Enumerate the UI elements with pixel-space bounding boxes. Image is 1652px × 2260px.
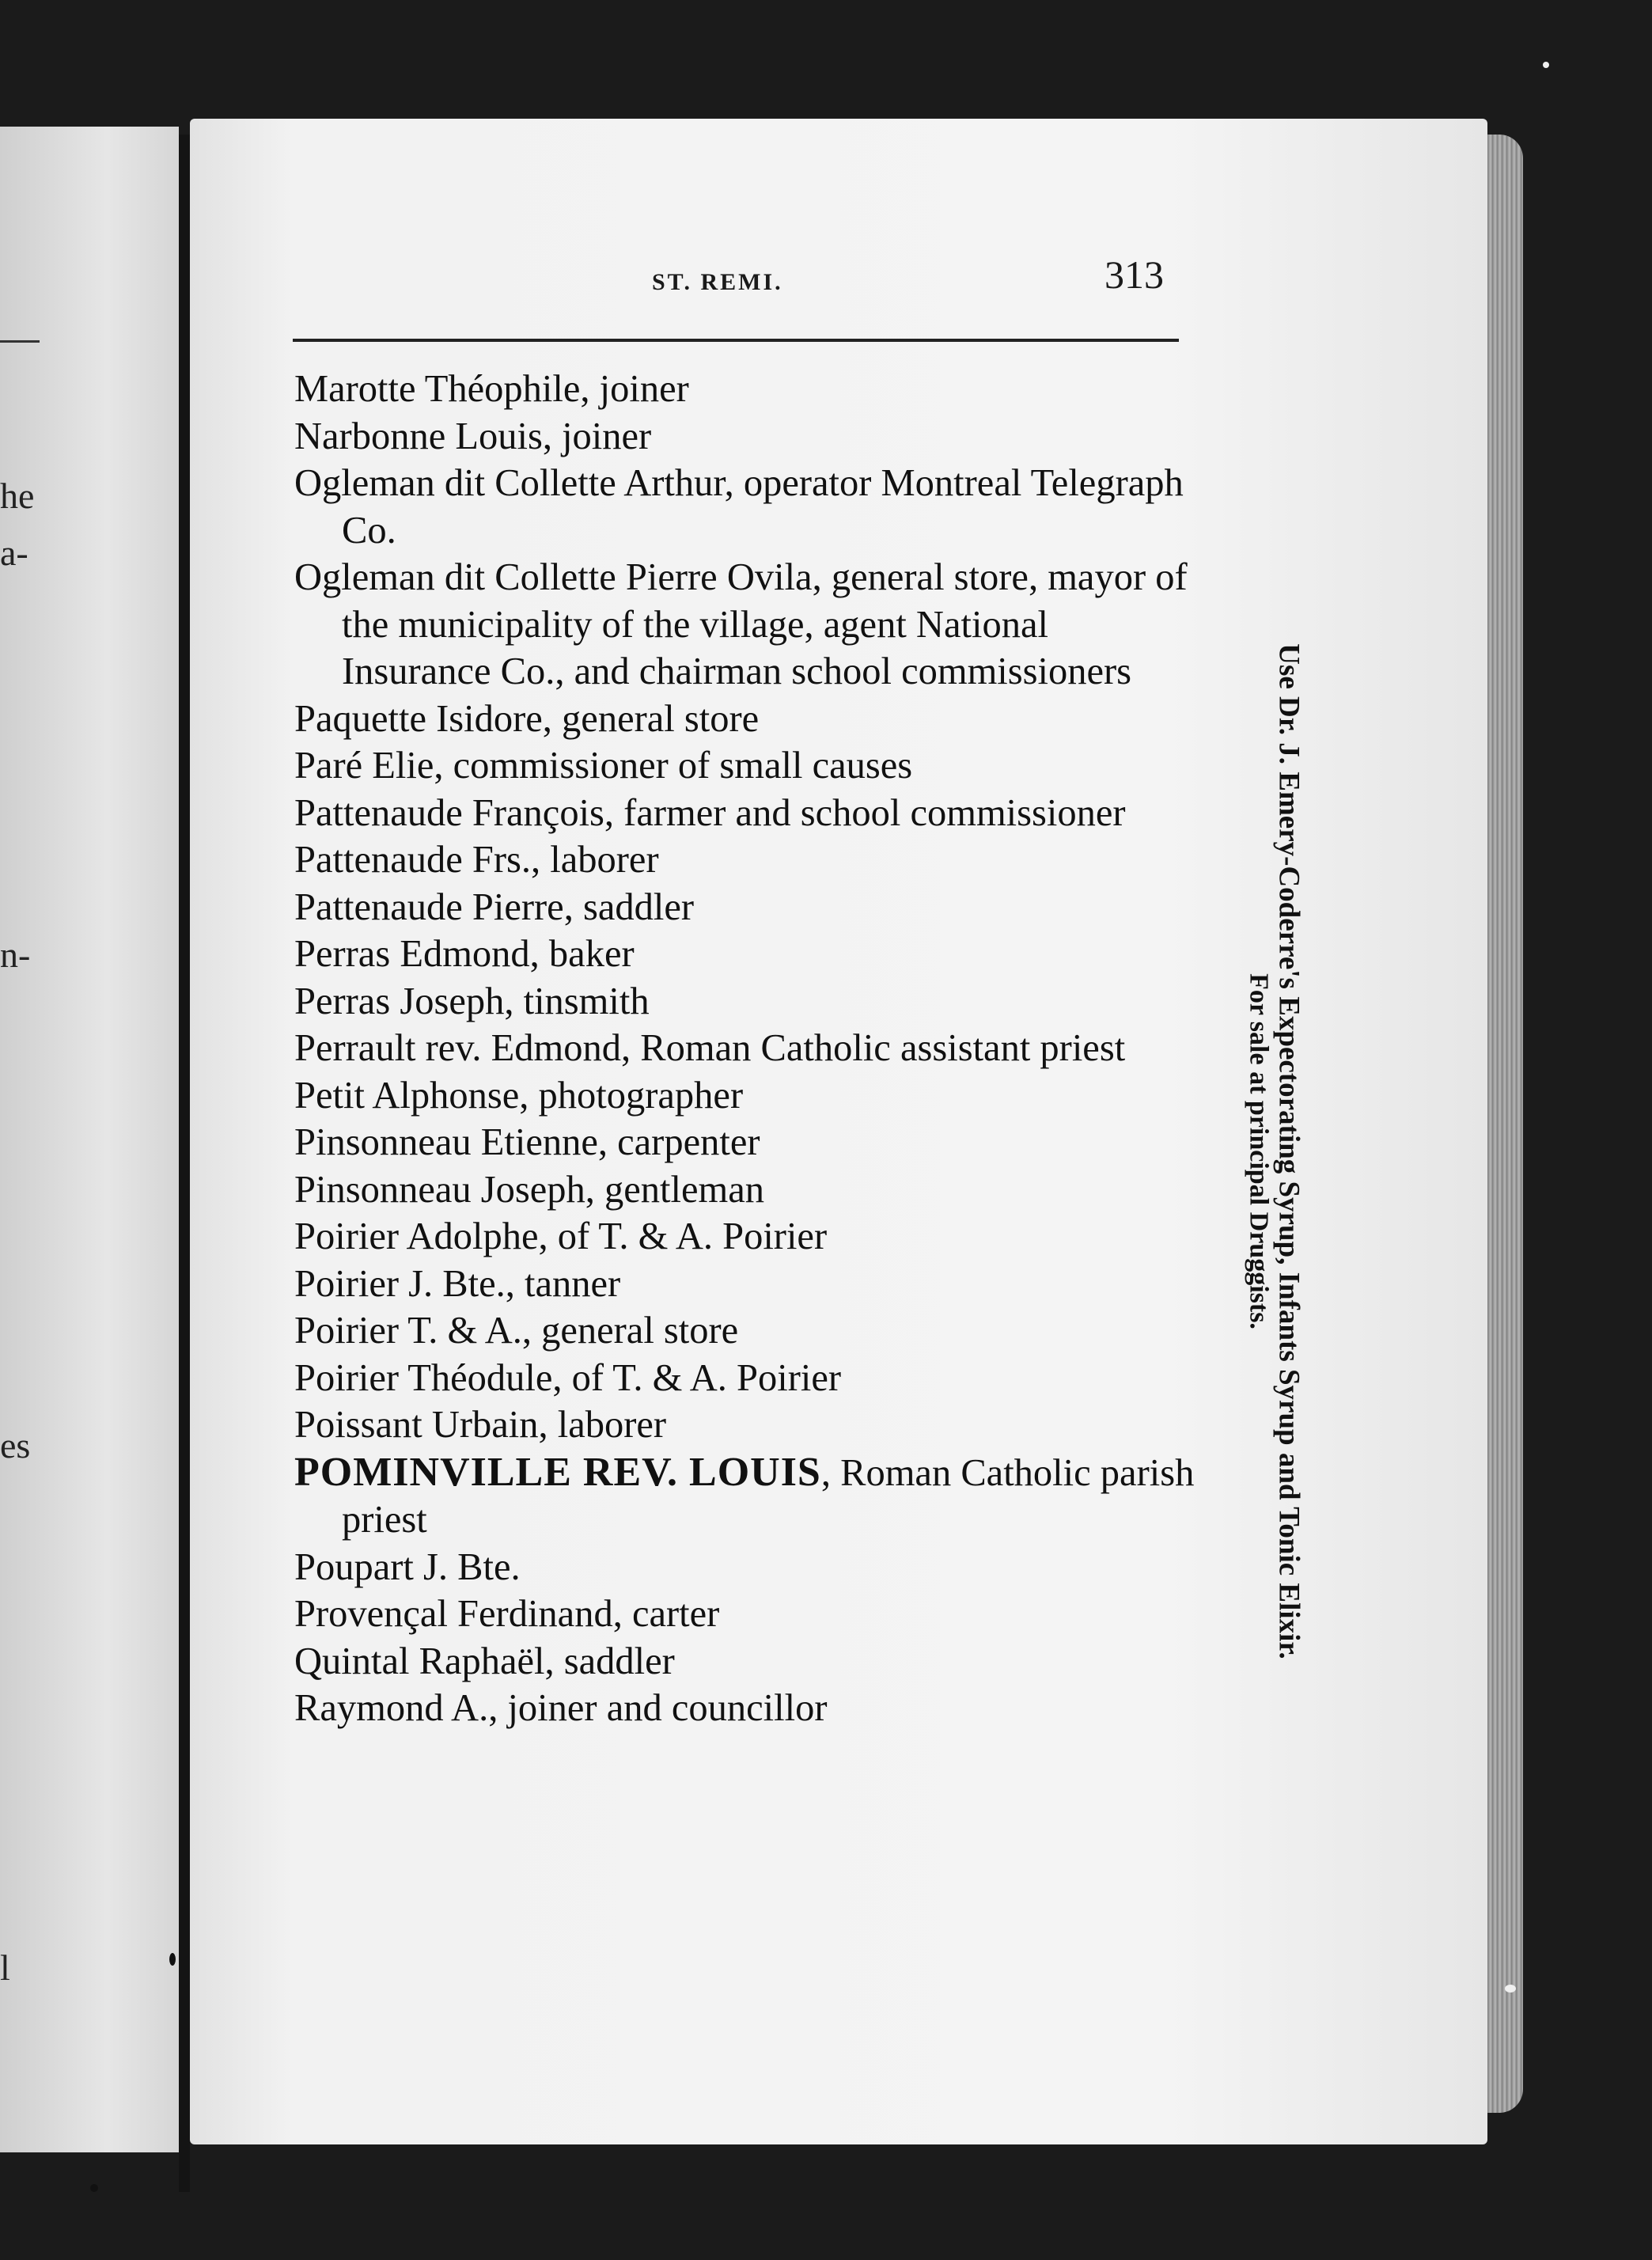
facing-page-rule: [0, 340, 40, 343]
directory-entry: Pattenaude François, farmer and school commissioner: [294, 791, 1126, 834]
facing-page-fragment: es: [0, 1425, 31, 1466]
dust-speck: [169, 1953, 176, 1966]
directory-entry: Poirier T. & A., general store: [294, 1310, 739, 1352]
dust-speck: [1505, 1985, 1516, 1993]
directory-entries: [294, 366, 1204, 1732]
directory-entry: Perras Joseph, tinsmith: [294, 980, 650, 1022]
directory-entry: Narbonne Louis, joiner: [294, 415, 652, 457]
directory-entry: Poirier Adolphe, of T. & A. Poirier: [294, 1215, 828, 1257]
book-gutter: [179, 135, 190, 2192]
dust-speck: [1543, 62, 1549, 68]
facing-page-fragment: l: [0, 1947, 10, 1988]
side-advertisement: [1245, 368, 1304, 1935]
directory-entry: Ogleman dit Collette Pierre Ovila, general store, mayor of the municipality of the village, agent National Insurance Co., and chairman school commissioners: [294, 556, 1197, 692]
directory-entry: Pinsonneau Etienne, carpenter: [294, 1121, 760, 1163]
directory-entry: Paquette Isidore, general store: [294, 697, 760, 740]
directory-entry: Pattenaude Pierre, saddler: [294, 885, 695, 928]
directory-entry: Poirier Théodule, of T. & A. Poirier: [294, 1356, 842, 1399]
directory-entry: Provençal Ferdinand, carter: [294, 1593, 720, 1635]
facing-page-fragment: a-: [0, 533, 28, 573]
page-number: 313: [1104, 252, 1164, 297]
directory-entry: Petit Alphonse, photographer: [294, 1074, 744, 1117]
header-rule: [293, 339, 1179, 342]
directory-entry-featured: POMINVILLE REV. LOUIS, Roman Catholic parish priest: [294, 1449, 1204, 1541]
featured-name: POMINVILLE REV. LOUIS: [294, 1449, 821, 1495]
directory-entry: Perras Edmond, baker: [294, 933, 635, 975]
facing-page-fragment: he: [0, 476, 35, 516]
advertisement-line: For sale at principal Druggists.: [1244, 973, 1274, 1329]
dust-speck: [90, 2184, 98, 2192]
directory-entry: Poissant Urbain, laborer: [294, 1404, 667, 1446]
directory-entry: Perrault rev. Edmond, Roman Catholic assistant priest: [294, 1027, 1126, 1069]
directory-entry: Raymond A., joiner and councillor: [294, 1687, 828, 1729]
directory-entry: Pattenaude Frs., laborer: [294, 839, 659, 881]
directory-entry: Poirier J. Bte., tanner: [294, 1262, 621, 1305]
running-title: ST. REMI.: [652, 269, 783, 295]
facing-page-fragment: n-: [0, 935, 31, 975]
directory-entry: Marotte Théophile, joiner: [294, 368, 689, 410]
facing-page-edge: [0, 127, 179, 2152]
directory-entry: Pinsonneau Joseph, gentleman: [294, 1168, 765, 1211]
advertisement-line: Use Dr. J. Emery-Coderre's Expectorating Syrup, Infants Syrup and Tonic Elixir.: [1272, 643, 1305, 1659]
directory-entry: Poupart J. Bte.: [294, 1545, 521, 1588]
directory-entry: Paré Elie, commissioner of small causes: [294, 745, 913, 787]
directory-entry: Quintal Raphaël, saddler: [294, 1640, 675, 1682]
directory-entry: Ogleman dit Collette Arthur, operator Montreal Telegraph Co.: [294, 462, 1193, 552]
